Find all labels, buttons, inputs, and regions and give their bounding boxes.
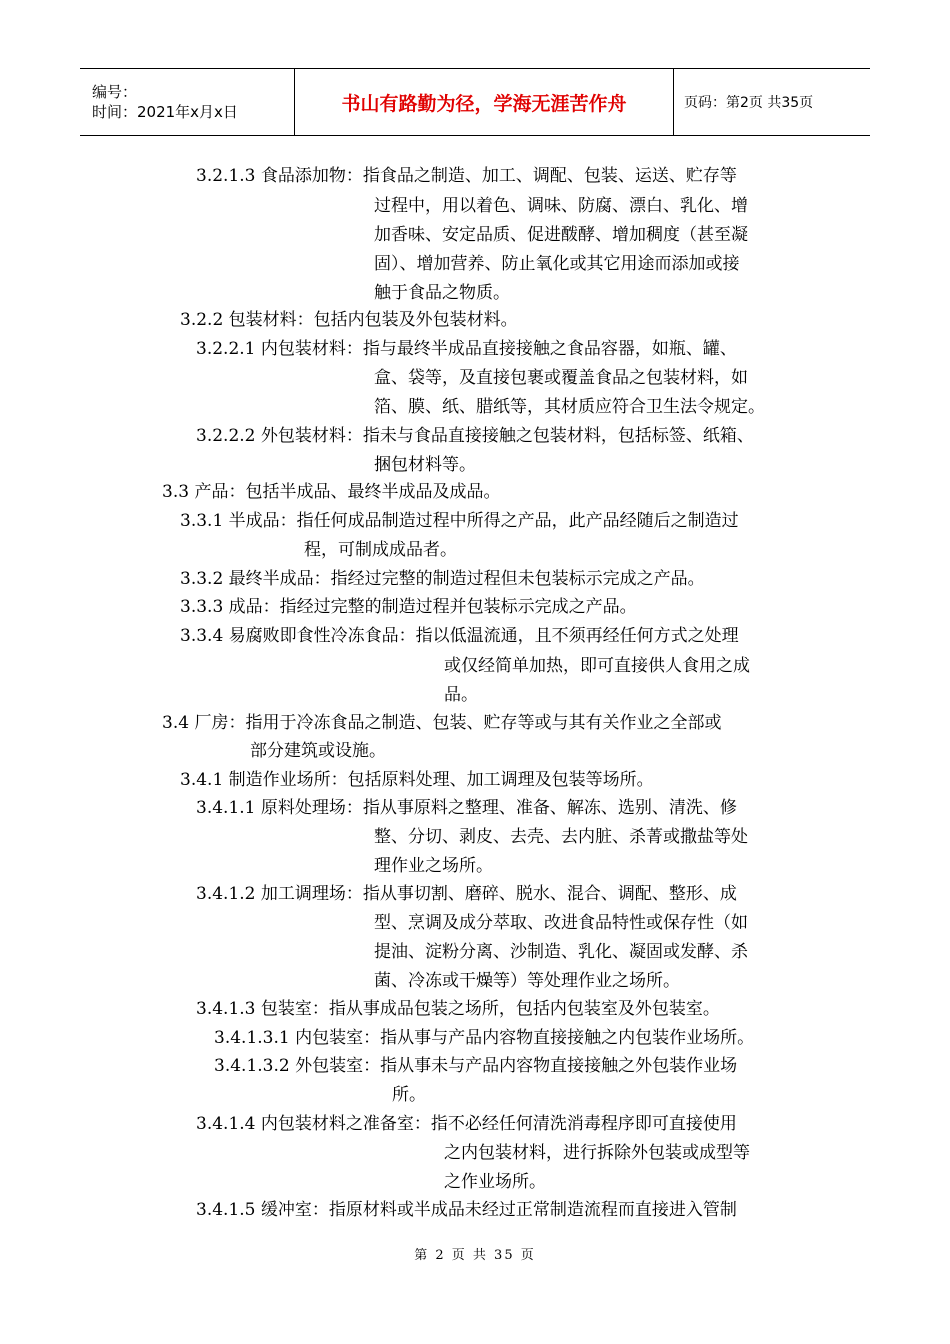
text-line: 3.2.1.3 食品添加物：指食品之制造、加工、调配、包装、运送、贮存等 — [196, 166, 737, 186]
text-line: 部分建筑或设施。 — [250, 741, 386, 761]
text-line: 之内包装材料，进行拆除外包装或成型等 — [444, 1143, 750, 1163]
text-line: 3.4.1.3.1 内包装室：指从事与产品内容物直接接触之内包装作业场所。 — [214, 1028, 755, 1048]
text-line: 提油、淀粉分离、沙制造、乳化、凝固或发酵、杀 — [374, 942, 748, 962]
text-line: 菌、冷冻或干燥等）等处理作业之场所。 — [374, 971, 680, 991]
page-footer: 第 2 页 共 35 页 — [414, 1248, 536, 1263]
text-line: 3.3 产品：包括半成品、最终半成品及成品。 — [162, 482, 501, 502]
text-line: 固）、增加营养、防止氧化或其它用途而添加或接 — [374, 254, 740, 274]
header-motto: 书山有路勤为径，学海无涯苦作舟 — [295, 69, 674, 136]
date-label: 时间：2021年x月x日 — [92, 103, 238, 121]
text-line: 3.2.2.2 外包装材料：指未与食品直接接触之包装材料，包括标签、纸箱、 — [196, 426, 754, 446]
text-line: 3.3.2 最终半成品：指经过完整的制造过程但未包装标示完成之产品。 — [180, 569, 705, 589]
header-meta — [80, 69, 295, 136]
text-line: 3.4.1.2 加工调理场：指从事切割、磨碎、脱水、混合、调配、整形、成 — [196, 884, 737, 904]
document-header — [80, 68, 870, 136]
text-line: 3.4.1.1 原料处理场：指从事原料之整理、准备、解冻、选别、清洗、修 — [196, 798, 737, 818]
text-line: 3.4.1.5 缓冲室：指原材料或半成品未经过正常制造流程而直接进入管制 — [196, 1200, 737, 1220]
text-line: 所。 — [392, 1085, 426, 1105]
text-line: 之作业场所。 — [444, 1172, 546, 1192]
text-line: 3.4 厂房：指用于冷冻食品之制造、包装、贮存等或与其有关作业之全部或 — [162, 713, 722, 733]
text-line: 3.4.1.4 内包装材料之准备室：指不必经任何清洗消毒程序即可直接使用 — [196, 1114, 737, 1134]
text-line: 3.3.1 半成品：指任何成品制造过程中所得之产品，此产品经随后之制造过 — [180, 511, 739, 531]
text-line: 箔、膜、纸、腊纸等，其材质应符合卫生法令规定。 — [374, 397, 765, 417]
text-line: 3.4.1 制造作业场所：包括原料处理、加工调理及包装等场所。 — [180, 770, 654, 790]
text-line: 3.4.1.3.2 外包装室：指从事未与产品内容物直接接触之外包装作业场 — [214, 1056, 738, 1076]
text-line: 加香味、安定品质、促进酦酵、增加稠度（甚至凝 — [374, 225, 748, 245]
text-line: 过程中，用以着色、调味、防腐、漂白、乳化、增 — [374, 196, 748, 216]
text-line: 程，可制成成品者。 — [304, 540, 457, 560]
text-line: 型、烹调及成分萃取、改进食品特性或保存性（如 — [374, 913, 748, 933]
text-line: 理作业之场所。 — [374, 856, 493, 876]
text-line: 3.3.3 成品：指经过完整的制造过程并包装标示完成之产品。 — [180, 597, 637, 617]
text-line: 整、分切、剥皮、去壳、去内脏、杀菁或撒盐等处 — [374, 827, 748, 847]
text-line: 触于食品之物质。 — [374, 283, 510, 303]
code-label: 编号： — [92, 83, 138, 101]
text-line: 3.3.4 易腐败即食性冷冻食品：指以低温流通，且不须再经任何方式之处理 — [180, 626, 739, 646]
text-line: 3.2.2.1 内包装材料：指与最终半成品直接接触之食品容器，如瓶、罐、 — [196, 339, 737, 359]
text-line: 3.2.2 包装材料：包括内包装及外包装材料。 — [180, 310, 518, 330]
header-page-number: 页码：第2页 共35页 — [674, 69, 871, 136]
text-line: 盒、袋等，及直接包裹或覆盖食品之包装材料，如 — [374, 368, 748, 388]
text-line: 品。 — [444, 685, 478, 705]
text-line: 捆包材料等。 — [374, 455, 476, 475]
text-line: 3.4.1.3 包装室：指从事成品包装之场所，包括内包装室及外包装室。 — [196, 999, 720, 1019]
text-line: 或仅经简单加热，即可直接供人食用之成 — [444, 656, 750, 676]
